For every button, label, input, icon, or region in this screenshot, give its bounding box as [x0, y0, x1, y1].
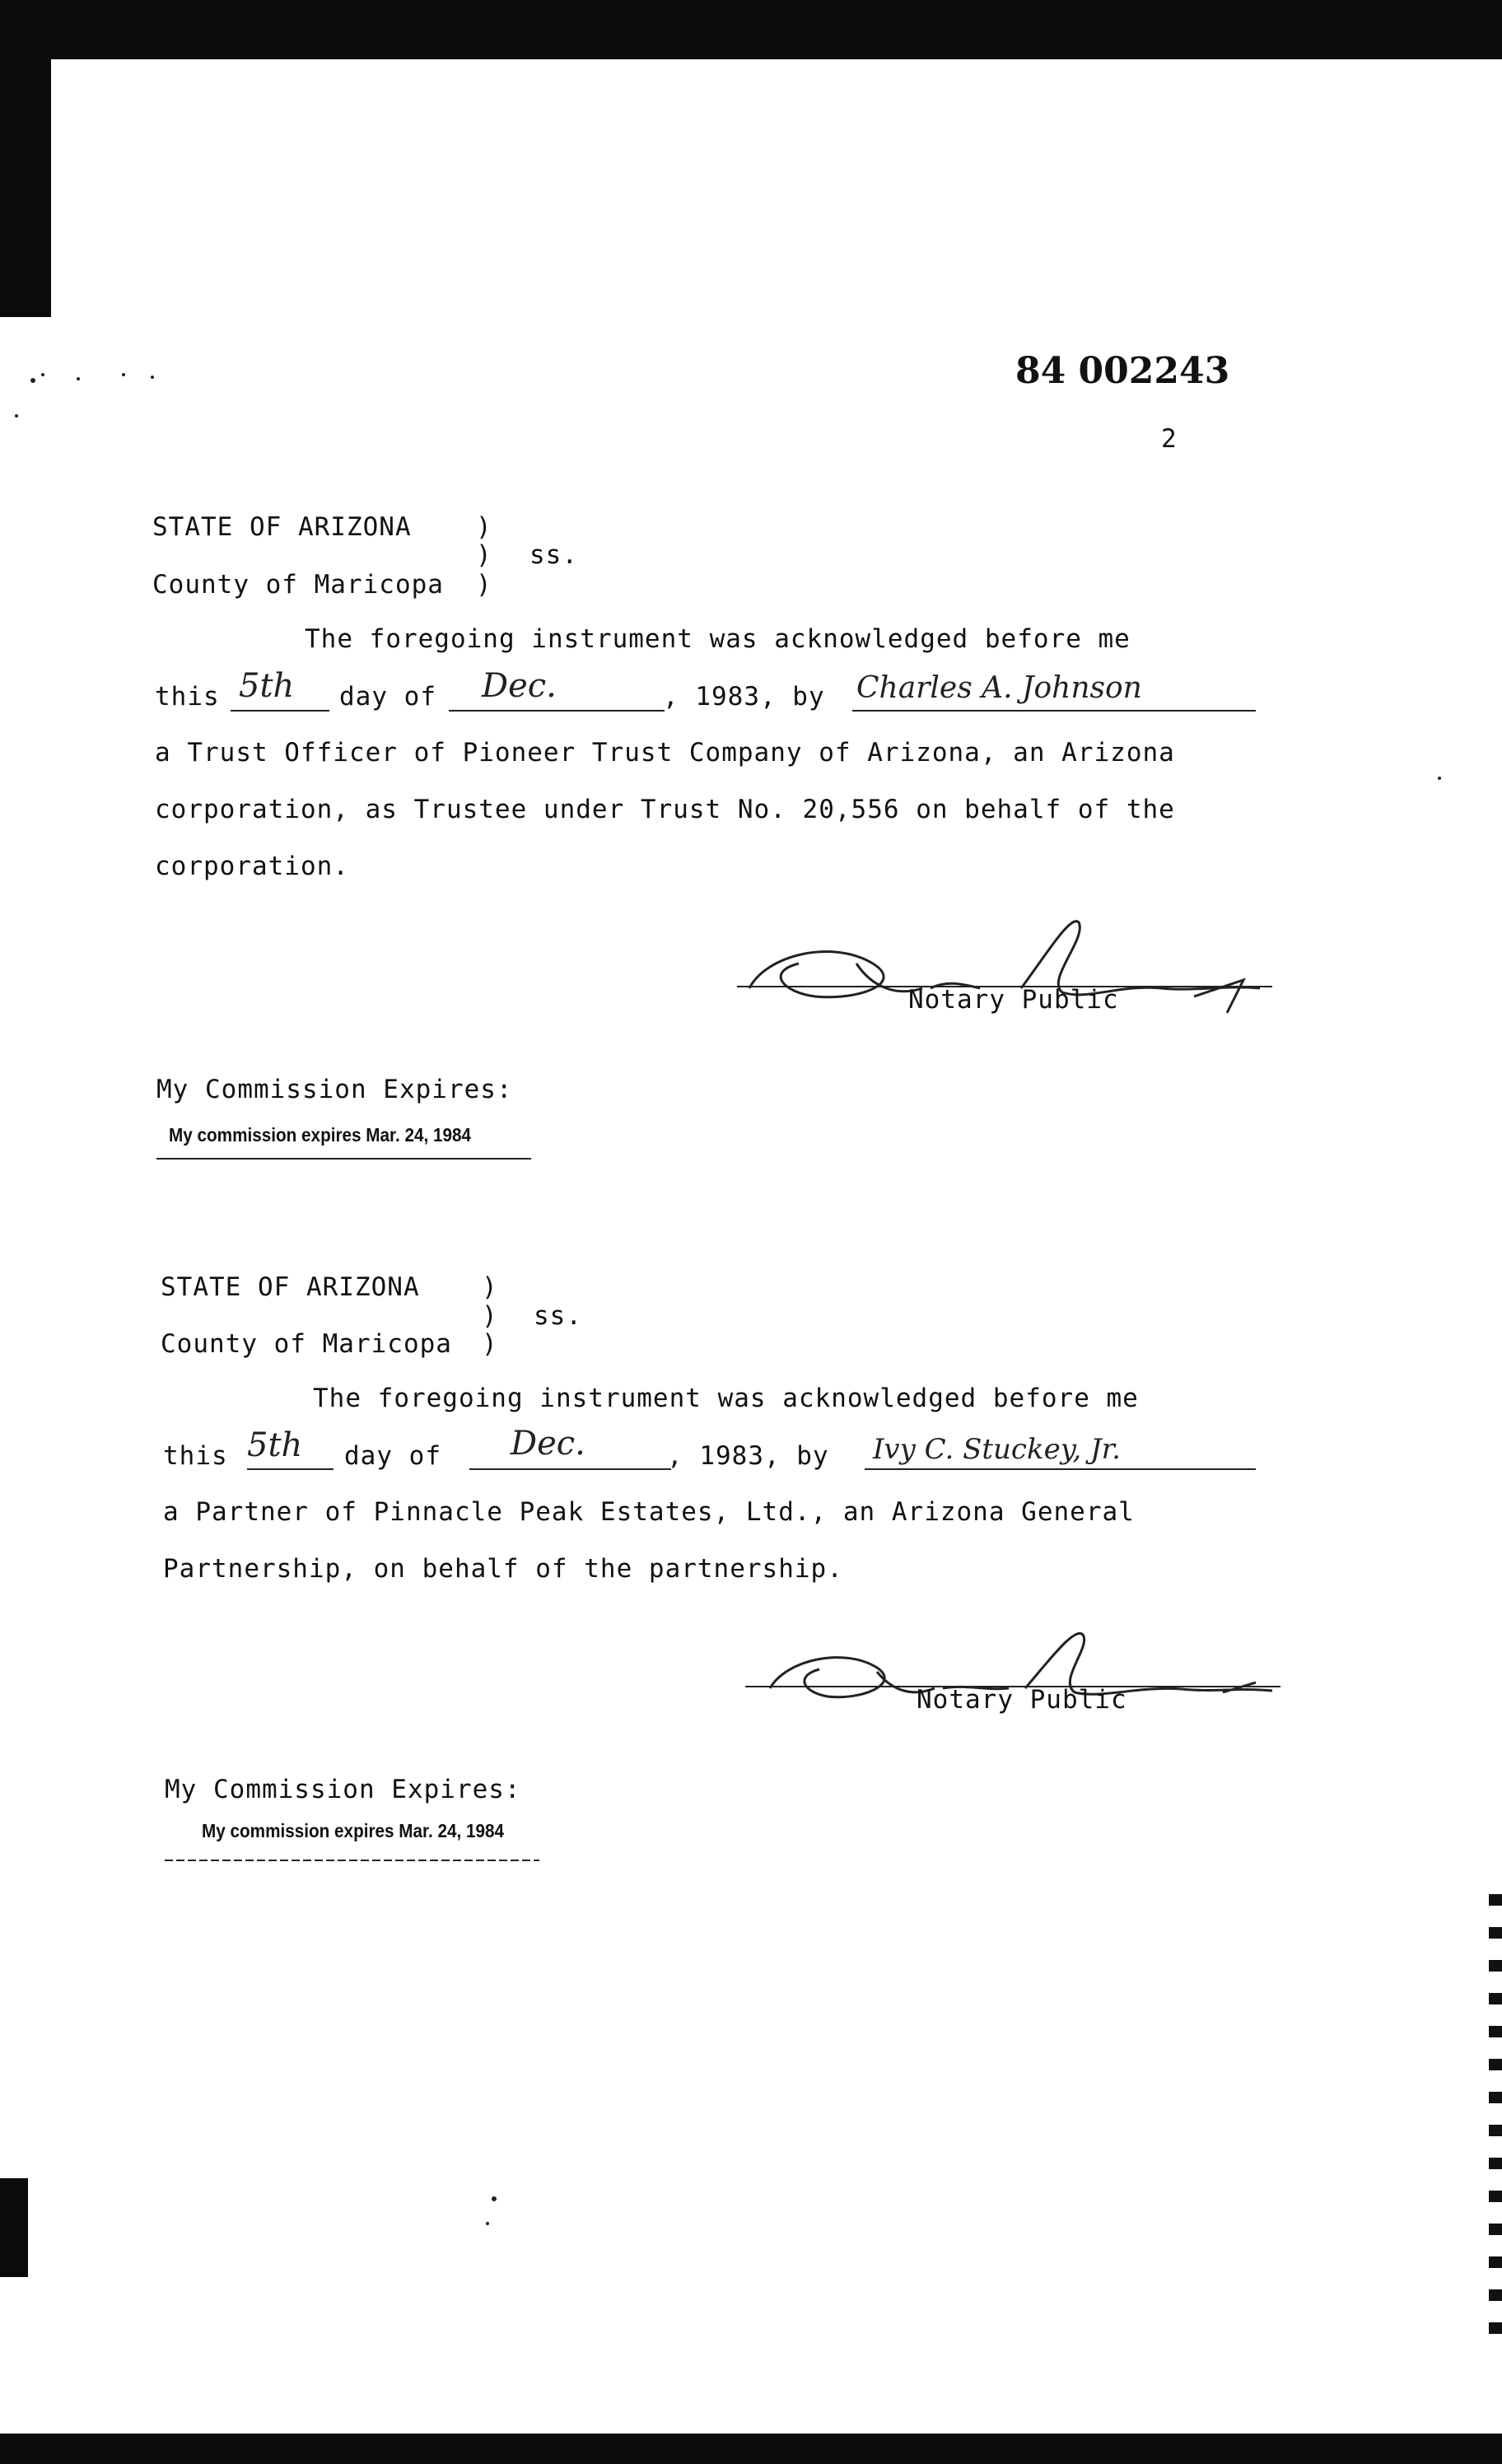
- commission-underline: [156, 1158, 531, 1160]
- handwritten-day: 5th: [239, 667, 295, 705]
- bracket: ): [482, 1329, 498, 1359]
- handwritten-name: Ivy C. Stuckey, Jr.: [873, 1433, 1121, 1466]
- this-label: this: [163, 1441, 228, 1471]
- bracket: ): [482, 1272, 498, 1302]
- ack-line-4: corporation, as Trustee under Trust No. 20,556 on behalf of the: [155, 795, 1175, 824]
- bracket: ): [476, 540, 492, 570]
- handwritten-month: Dec.: [482, 667, 557, 705]
- notary-public-label: Notary Public: [917, 1685, 1127, 1715]
- commission-stamp: My commission expires Mar. 24, 1984: [169, 1124, 472, 1146]
- ss-label: ss.: [534, 1301, 582, 1331]
- ack-line-4: Partnership, on behalf of the partnership.: [163, 1554, 843, 1584]
- day-of-label: day of: [339, 682, 436, 712]
- handwritten-name: Charles A. Johnson: [856, 671, 1142, 705]
- year-text: , 1983, by: [663, 682, 825, 712]
- commission-expires-label: My Commission Expires:: [156, 1075, 513, 1104]
- bracket: ): [482, 1301, 498, 1331]
- ack-line-1: The foregoing instrument was acknowledged before me: [313, 1384, 1139, 1413]
- ss-label: ss.: [529, 540, 578, 570]
- county-heading: County of Maricopa: [152, 570, 444, 600]
- day-underline: [231, 710, 329, 712]
- year-text: , 1983, by: [667, 1441, 829, 1471]
- state-heading: STATE OF ARIZONA: [152, 512, 412, 542]
- bracket: ): [476, 512, 492, 542]
- ack-line-3: a Trust Officer of Pioneer Trust Company of Arizona, an Arizona: [155, 738, 1175, 768]
- handwritten-month: Dec.: [511, 1425, 585, 1463]
- day-underline: [247, 1468, 334, 1470]
- name-underline: [852, 710, 1256, 712]
- this-label: this: [155, 682, 220, 712]
- state-heading: STATE OF ARIZONA: [161, 1272, 420, 1302]
- ack-line-5: corporation.: [155, 852, 349, 881]
- commission-stamp: My commission expires Mar. 24, 1984: [202, 1820, 505, 1841]
- month-underline: [449, 710, 665, 712]
- county-heading: County of Maricopa: [161, 1329, 452, 1359]
- month-underline: [469, 1468, 671, 1470]
- ack-line-1: The foregoing instrument was acknowledged before me: [305, 624, 1131, 654]
- handwritten-day: 5th: [247, 1426, 303, 1464]
- ack-line-3: a Partner of Pinnacle Peak Estates, Ltd., an Arizona General: [163, 1497, 1135, 1527]
- page-number: 2: [1161, 424, 1178, 454]
- document-number: 84 002243: [1015, 350, 1230, 392]
- commission-expires-label: My Commission Expires:: [165, 1775, 521, 1804]
- name-underline: [865, 1468, 1256, 1470]
- commission-underline: [165, 1860, 539, 1861]
- notary-public-label: Notary Public: [908, 985, 1119, 1015]
- bracket: ): [476, 570, 492, 600]
- day-of-label: day of: [344, 1441, 441, 1471]
